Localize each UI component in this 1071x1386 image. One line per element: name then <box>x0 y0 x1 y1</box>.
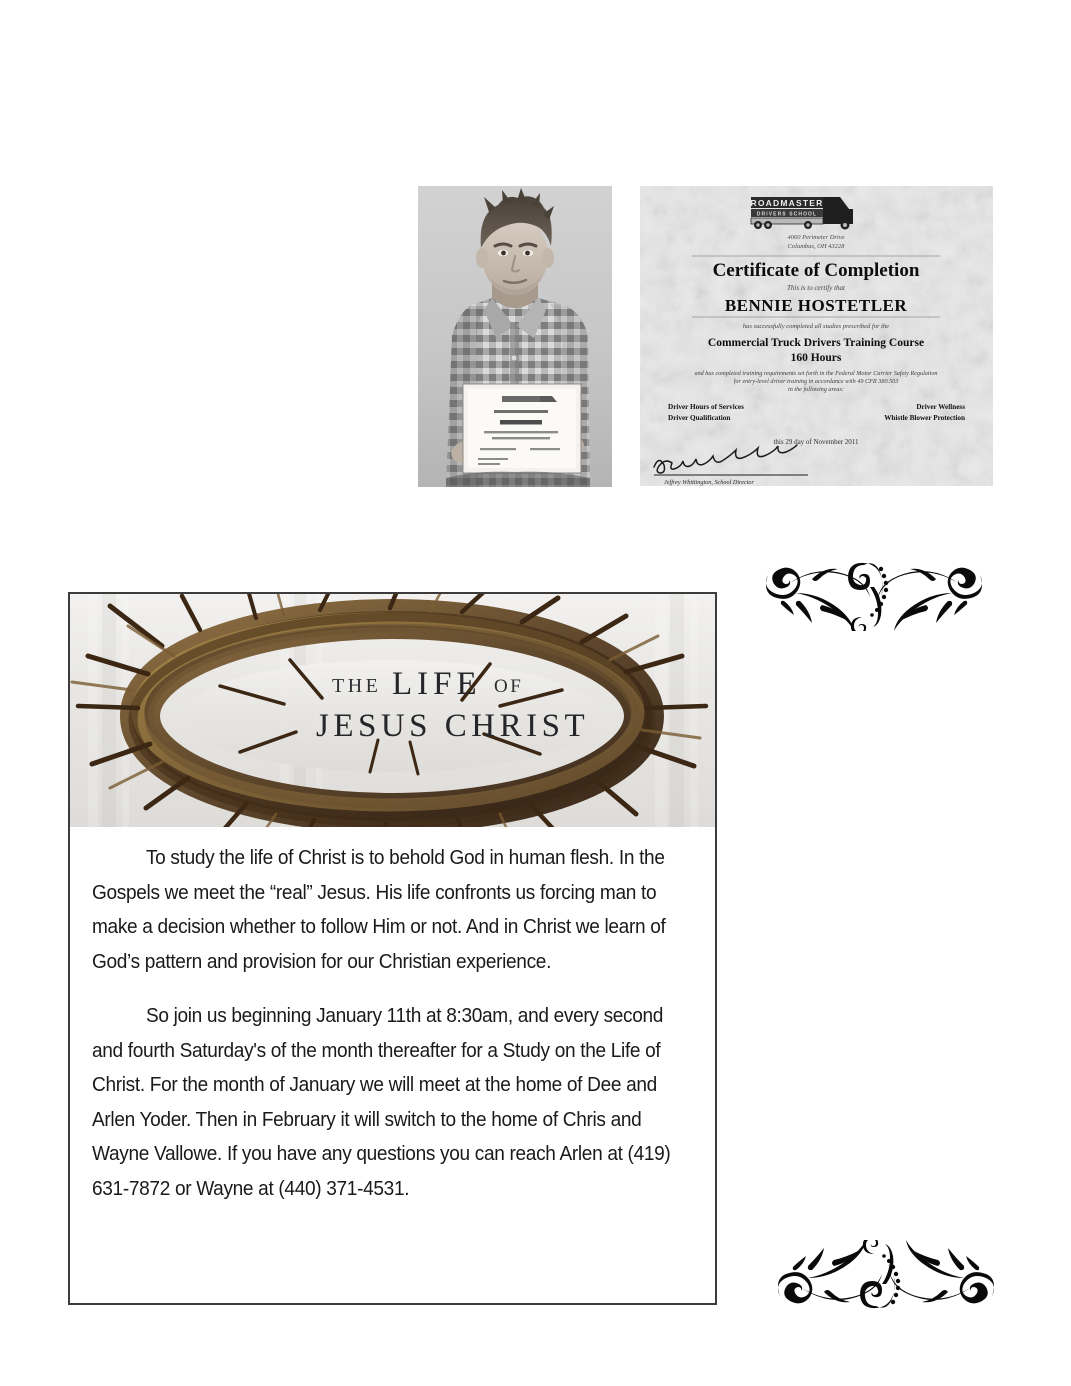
graduate-photo-image <box>418 186 612 487</box>
certificate-area-left-1: Driver Qualification <box>668 414 731 422</box>
life-of-jesus-christ-flyer <box>68 592 717 1305</box>
flyer-body <box>70 827 715 1216</box>
certificate-date-line: this 29 day of November 2011 <box>773 438 859 446</box>
certificate-address-line-2: Columbus, OH 43228 <box>787 243 845 250</box>
certificate-graphic <box>640 186 993 486</box>
flourish-icon <box>772 1240 1000 1318</box>
certificate-regulation-line-2: for entry-level driver training in accordance with 49 CFR 380.503 <box>733 378 899 385</box>
certificate-area-right-1: Whistle Blower Protection <box>884 414 965 422</box>
banner-title-life: LIFE <box>392 666 482 702</box>
floral-flourish-ornament-bottom <box>772 1240 1000 1318</box>
banner-title-the: THE <box>332 675 382 697</box>
certificate-course-hours: 160 Hours <box>790 352 842 364</box>
held-certificate <box>463 384 581 473</box>
certificate-regulation-line-3: in the following areas: <box>788 386 844 393</box>
certificate-certify-line: This is to certify that <box>787 284 845 292</box>
floral-flourish-ornament-top <box>760 553 988 631</box>
certificate-address-line-1: 4060 Perimeter Drive <box>787 234 845 241</box>
flyer-paragraph-2: So join us beginning January 11th at 8:30am, and every second and fourth Saturday's of the month thereafter for a Study on the Life of Christ. For the month of January we will meet at the home of Dee and Arlen Yoder. Then in February it will switch to the home of Chris and Wayne Vallowe. If you have any questions you can reach Arlen at (419) 631-7872 or Wayne at (440) 371-4531. <box>92 1004 671 1200</box>
certificate-image <box>640 186 993 486</box>
graduate-photo <box>418 186 612 487</box>
certificate-area-left-0: Driver Hours of Services <box>668 403 744 411</box>
flourish-icon <box>760 553 988 631</box>
certificate-signature-name: Jeffrey Whittington, School Director <box>664 479 754 486</box>
banner-title-jesus-christ: JESUS CHRIST <box>316 708 590 744</box>
svg-text:ROADMASTER: ROADMASTER <box>750 198 824 208</box>
crown-of-thorns-image <box>70 594 715 827</box>
certificate-regulation-line-1: and has completed training requirements set forth in the Federal Motor Carrier Safety Regulation <box>694 370 938 377</box>
certificate-title: Certificate of Completion <box>712 260 920 281</box>
certificate-area-right-0: Driver Wellness <box>916 403 965 411</box>
certificate-recipient: BENNIE HOSTETLER <box>724 296 908 315</box>
banner-title-of: OF <box>494 676 524 697</box>
certificate-course-title: Commercial Truck Drivers Training Course <box>707 337 925 349</box>
certificate-completion-line: has successfully completed all studies prescribed for the <box>742 323 890 330</box>
flyer-paragraph-1: To study the life of Christ is to behold God in human flesh. In the Gospels we meet the “real” Jesus. His life confronts us forcing man to make a decision whether to follow Him or not. And in Christ we learn of God’s pattern and provision for our Christian experience. <box>92 846 666 973</box>
svg-text:DRIVERS SCHOOL: DRIVERS SCHOOL <box>756 211 818 218</box>
flyer-banner <box>70 594 715 827</box>
